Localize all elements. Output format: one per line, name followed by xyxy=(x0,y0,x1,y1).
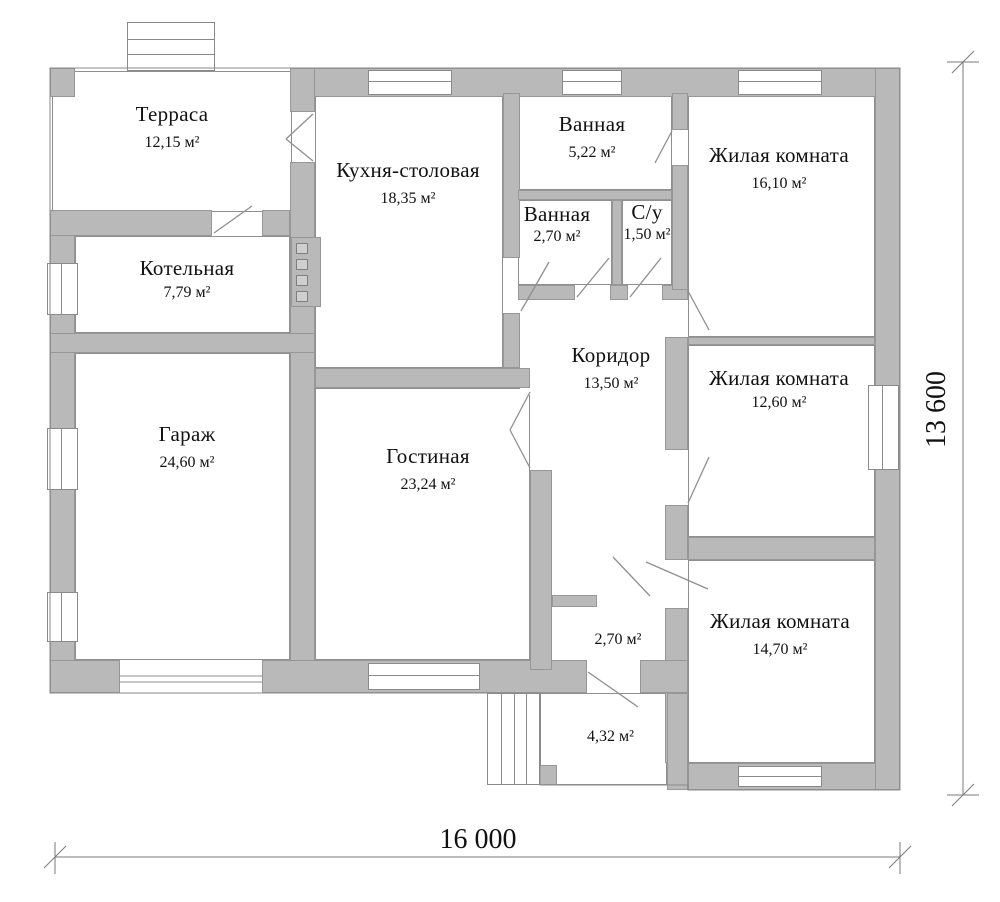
dimension-slash xyxy=(44,846,66,868)
window xyxy=(47,263,78,315)
room-label-garage: Гараж 24,60 м² xyxy=(158,422,216,472)
stair-line xyxy=(501,694,502,784)
dimension-width-label: 16 000 xyxy=(439,824,517,855)
stair-line xyxy=(128,54,214,55)
dimension-slash xyxy=(952,51,974,73)
wall xyxy=(667,693,688,790)
stair-line xyxy=(128,39,214,40)
room-label-bedroom-mid: Жилая комната 12,60 м² xyxy=(709,366,849,412)
window xyxy=(738,766,822,787)
wall xyxy=(530,470,552,670)
room-label-corridor: Коридор 13,50 м² xyxy=(571,343,651,393)
room-label-hall: 2,70 м² xyxy=(594,631,642,648)
window-mullion xyxy=(369,81,451,82)
wall xyxy=(518,190,672,200)
room-label-bathroom-top: Ванная 5,22 м² xyxy=(558,112,626,162)
room-label-boiler: Котельная 7,79 м² xyxy=(139,256,235,302)
window xyxy=(738,70,822,95)
window-mullion xyxy=(61,429,62,489)
chimney-flue xyxy=(296,291,308,302)
window xyxy=(368,70,452,95)
wall xyxy=(518,285,575,300)
window xyxy=(562,70,622,95)
terrace-stairs xyxy=(127,22,215,71)
window-mullion xyxy=(369,675,479,676)
window-mullion xyxy=(61,593,62,641)
entry-stairs xyxy=(487,693,540,785)
window xyxy=(368,663,480,690)
window xyxy=(47,428,78,490)
dimension-slash xyxy=(889,846,911,868)
wall xyxy=(688,337,875,345)
room-label-terrace: Терраса 12,15 м² xyxy=(135,102,209,152)
wall xyxy=(50,333,315,353)
wall xyxy=(503,313,520,368)
wall xyxy=(50,660,120,693)
wall xyxy=(552,595,597,607)
window-mullion xyxy=(882,386,883,469)
window xyxy=(868,385,899,470)
wall xyxy=(665,505,688,560)
garage-gate xyxy=(120,676,262,682)
room-area xyxy=(688,560,875,763)
room-area xyxy=(75,353,290,660)
chimney-flue xyxy=(296,243,308,254)
wall xyxy=(315,368,530,388)
chimney-flue xyxy=(296,275,308,286)
room-label-entry: 4,32 м² xyxy=(587,728,634,745)
stair-line xyxy=(526,694,527,784)
wall xyxy=(290,68,315,112)
wall xyxy=(50,68,75,97)
room-label-bedroom-top: Жилая комната 16,10 м² xyxy=(709,143,849,193)
window-mullion xyxy=(61,264,62,314)
dimension-slash xyxy=(952,784,974,806)
wall xyxy=(610,285,628,300)
room-area xyxy=(315,388,530,660)
window-mullion xyxy=(739,81,821,82)
wall xyxy=(688,537,875,560)
room-label-wc: С/у 1,50 м² xyxy=(623,200,671,244)
dimension-height-label: 13 600 xyxy=(921,371,952,449)
wall xyxy=(50,210,212,236)
room-label-bedroom-bottom: Жилая комната 14,70 м² xyxy=(710,609,850,659)
wall xyxy=(262,210,290,236)
room-area xyxy=(688,93,875,337)
window-mullion xyxy=(563,81,621,82)
stair-line xyxy=(514,694,515,784)
room-area xyxy=(315,93,503,368)
wall xyxy=(672,93,688,130)
window xyxy=(47,592,78,642)
room-label-living: Гостиная 23,24 м² xyxy=(386,444,470,494)
room-label-bathroom-small: Ванная 2,70 м² xyxy=(523,202,591,246)
room-label-kitchen: Кухня-столовая 18,35 м² xyxy=(336,158,480,208)
corridor-area xyxy=(552,380,665,660)
window-mullion xyxy=(739,776,821,777)
chimney-flue xyxy=(296,259,308,270)
wall xyxy=(640,660,688,693)
